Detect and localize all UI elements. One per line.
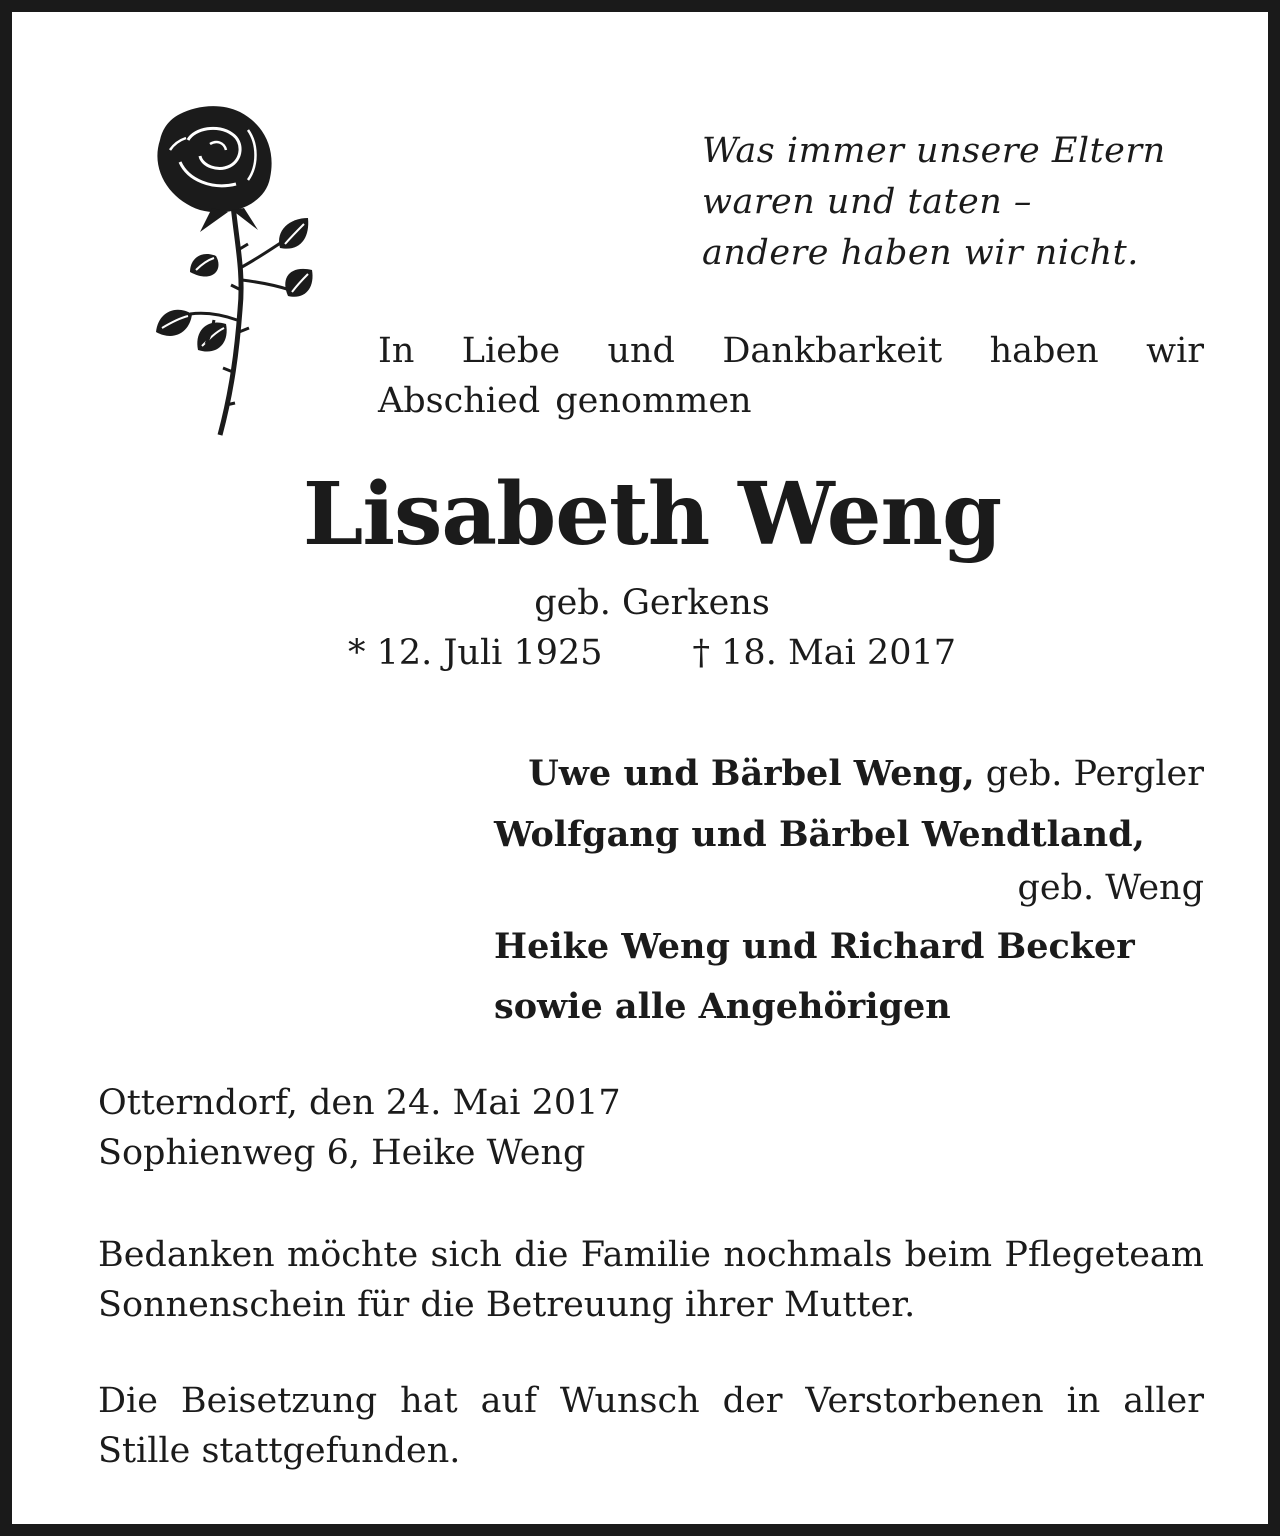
family-names: Heike Weng und Richard Becker bbox=[494, 926, 1135, 967]
life-dates bbox=[12, 629, 1280, 677]
quote-line: waren und taten – bbox=[702, 182, 1032, 222]
family-line bbox=[494, 810, 1204, 860]
family-names: sowie alle Angehörigen bbox=[494, 986, 951, 1027]
family-maiden: geb. Pergler bbox=[974, 754, 1204, 794]
place-date: Otterndorf, den 24. Mai 2017 bbox=[98, 1083, 621, 1123]
address: Sophienweg 6, Heike Weng bbox=[98, 1133, 586, 1173]
family-names: Uwe und Bärbel Weng, bbox=[528, 753, 975, 794]
deceased-name: Lisabeth Weng bbox=[302, 464, 1002, 565]
birth-date: * 12. Juli 1925 bbox=[347, 633, 603, 673]
family-line bbox=[494, 749, 1204, 799]
burial-paragraph: Die Beisetzung hat auf Wunsch der Verstorbenen in aller Stille stattgefunden. bbox=[98, 1381, 1204, 1471]
memorial-quote bbox=[702, 126, 1212, 279]
quote-line: andere haben wir nicht. bbox=[702, 233, 1139, 273]
rose-icon bbox=[140, 100, 320, 440]
family-names: Wolfgang und Bärbel Wendtland, bbox=[494, 814, 1145, 855]
quote-line: Was immer unsere Eltern bbox=[702, 131, 1166, 171]
place-and-address bbox=[98, 1078, 1204, 1178]
death-date: † 18. Mai 2017 bbox=[692, 633, 957, 673]
family-line bbox=[494, 922, 1204, 972]
thanks-paragraph: Bedanken möchte sich die Familie nochmals beim Pflegeteam Sonnenschein für die Betreuung ihrer Mutter. bbox=[98, 1235, 1204, 1325]
intro-text: In Liebe und Dankbarkeit haben wir Abschied genommen bbox=[378, 331, 1204, 421]
family-maiden: geb. Weng bbox=[1017, 868, 1204, 908]
family-line bbox=[494, 982, 1204, 1032]
maiden-name: geb. Gerkens bbox=[534, 583, 770, 623]
